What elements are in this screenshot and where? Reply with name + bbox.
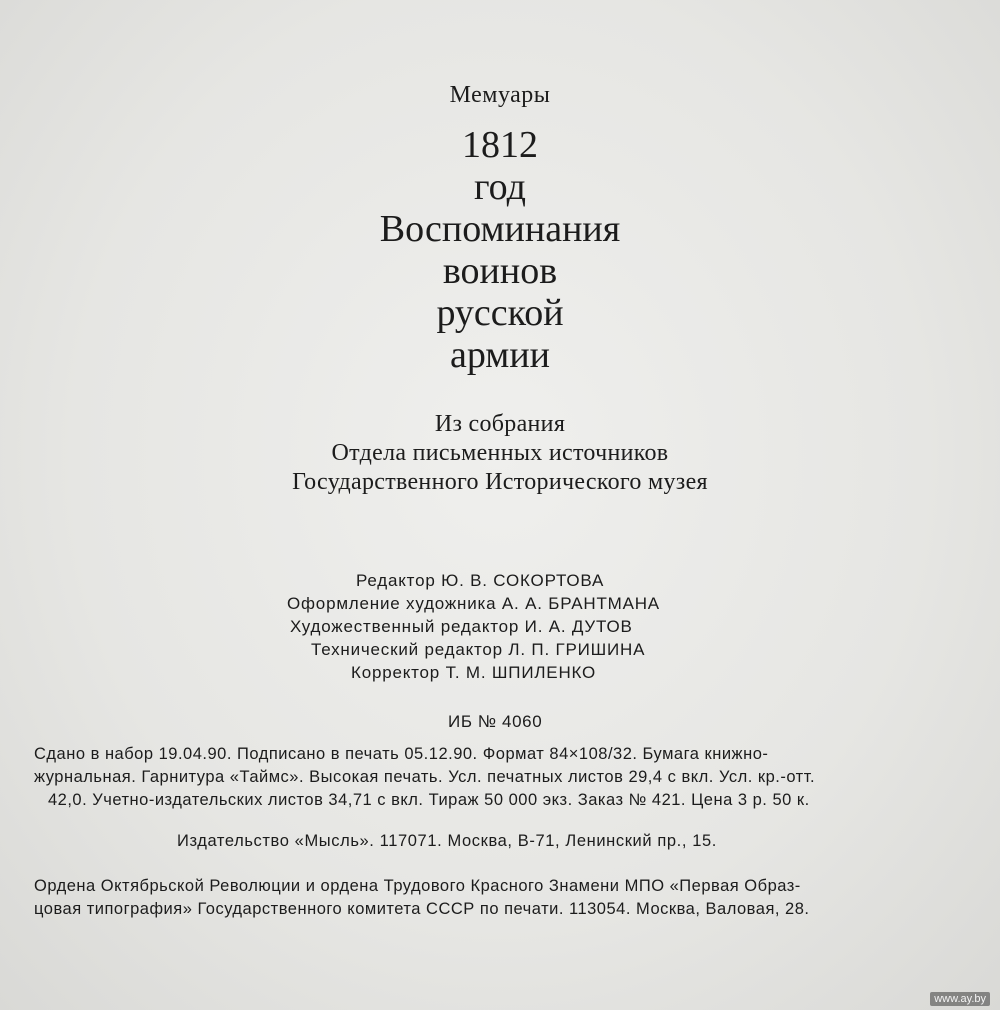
title-line: год — [474, 166, 526, 208]
printer-line: цовая типография» Государственного комитета СССР по печати. 113054. Москва, Валовая, 28. — [34, 900, 810, 918]
series-label: Мемуары — [449, 82, 551, 108]
title-line: армии — [449, 334, 550, 376]
imprint-line: 42,0. Учетно-издательских листов 34,71 с вкл. Тираж 50 000 экз. Заказ № 421. Цена 3 р. 50 к. — [48, 791, 810, 809]
book-title — [0, 124, 1000, 376]
collection-line: Государственного Исторического музея — [292, 469, 708, 495]
collection-line: Из собрания — [434, 411, 566, 437]
collection-line: Отдела письменных источников — [331, 440, 669, 466]
imprint-line: Сдано в набор 19.04.90. Подписано в печать 05.12.90. Формат 84×108/32. Бумага книжно- — [34, 745, 769, 763]
ib-number: ИБ № 4060 — [448, 712, 543, 731]
printer-line: Ордена Октябрьской Революции и ордена Трудового Красного Знамени МПО «Первая Образ- — [34, 877, 801, 895]
site-watermark: www.ay.by — [930, 992, 990, 1006]
credit-art-editor: Художественный редактор И. А. ДУТОВ — [290, 617, 633, 636]
title-line: воинов — [442, 250, 558, 292]
credit-proofreader: Корректор Т. М. ШПИЛЕНКО — [351, 663, 597, 682]
collection-source — [0, 410, 1000, 497]
credit-editor: Редактор Ю. В. СОКОРТОВА — [356, 571, 605, 590]
title-line: 1812 — [462, 124, 538, 166]
imprint-line: журнальная. Гарнитура «Таймс». Высокая печать. Усл. печатных листов 29,4 с вкл. Усл. кр.-отт. — [34, 768, 816, 786]
title-line: Воспоминания — [379, 208, 621, 250]
publisher-address: Издательство «Мысль». 117071. Москва, В-71, Ленинский пр., 15. — [177, 832, 717, 850]
credit-designer: Оформление художника А. А. БРАНТМАНА — [287, 594, 660, 613]
title-line: русской — [436, 292, 564, 334]
credit-tech-editor: Технический редактор Л. П. ГРИШИНА — [311, 640, 646, 659]
